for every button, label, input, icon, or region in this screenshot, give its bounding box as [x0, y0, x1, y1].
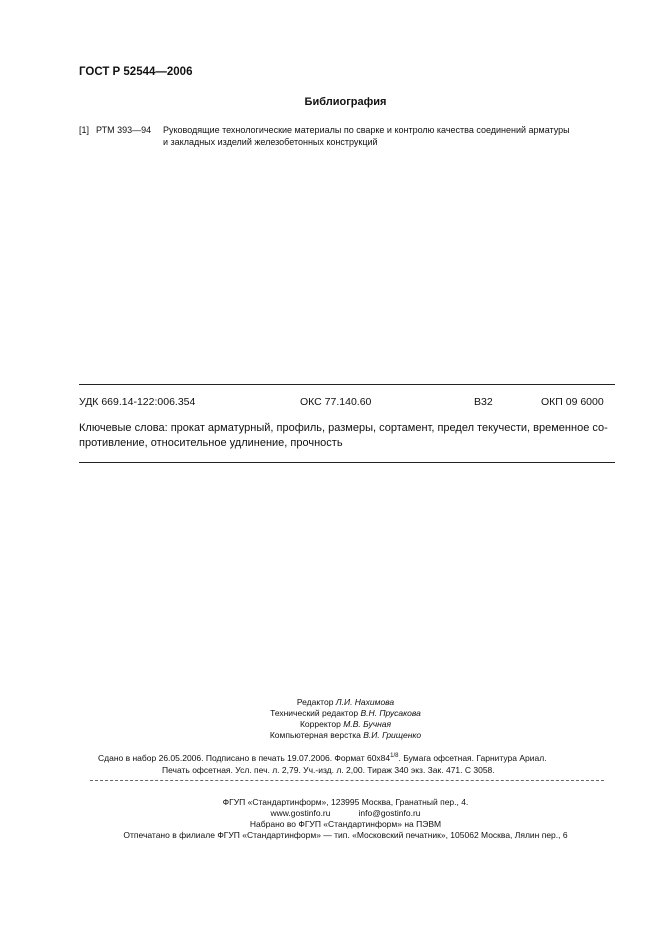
credit-role: Технический редактор: [270, 708, 359, 718]
keywords-line: Ключевые слова: прокат арматурный, профиль, размеры, сортамент, предел текучести, временное со-: [79, 422, 608, 434]
bibliography-title: Библиография: [304, 96, 387, 108]
credit-name: Л.И. Нахимова: [335, 697, 395, 707]
reference-title-line: Руководящие технологические материалы по сварке и контролю качества соединений арматуры: [163, 125, 570, 135]
reference-number: [1]: [79, 125, 90, 135]
printed-info: Отпечатано в филиале ФГУП «Стандартинформ» — тип. «Московский печатник», 105062 Москва, Лялин пер., 6: [123, 830, 568, 840]
okp-code: ОКП 09 6000: [541, 396, 604, 408]
print-details-text: Сдано в набор 26.05.2006. Подписано в печать 19.07.2006. Формат 60х84: [98, 753, 391, 763]
credit-name: М.В. Бучная: [343, 719, 392, 729]
reference-code: РТМ 393—94: [96, 125, 152, 135]
udk-code: УДК 669.14-122:006.354: [79, 396, 196, 408]
divider-line: [79, 462, 615, 463]
credit-technical-editor: [0, 708, 661, 718]
divider-line: [90, 780, 604, 781]
print-details-text: . Бумага офсетная. Гарнитура Ариал.: [398, 753, 547, 763]
publisher-contacts: [0, 808, 661, 818]
publisher-address: ФГУП «Стандартинформ», 123995 Москва, Гранатный пер., 4.: [222, 797, 469, 807]
website-link[interactable]: www.gostinfo.ru: [270, 808, 331, 818]
reference-title-line: и закладных изделий железобетонных конструкций: [163, 137, 378, 147]
group-code: В32: [474, 396, 493, 408]
format-fraction: 1/8: [390, 753, 399, 760]
credit-editor: [0, 697, 661, 707]
print-details-line: Печать офсетная. Усл. печ. л. 2,79. Уч.-изд. л. 2,00. Тираж 340 экз. Зак. 471. С 3058.: [162, 765, 495, 775]
credit-role: Компьютерная верстка: [269, 730, 361, 740]
print-details-line: [98, 753, 547, 763]
typeset-info: Набрано во ФГУП «Стандартинформ» на ПЭВМ: [249, 819, 442, 829]
credit-name: В.И. Грищенко: [363, 730, 422, 740]
credit-role: Корректор: [299, 719, 341, 729]
credit-name: В.Н. Прусакова: [360, 708, 421, 718]
divider-line: [79, 384, 615, 385]
credit-proofreader: [0, 719, 661, 729]
oks-code: ОКС 77.140.60: [300, 396, 372, 408]
email-link[interactable]: info@gostinfo.ru: [358, 808, 421, 818]
credit-layout: [0, 730, 661, 740]
credit-role: Редактор: [296, 697, 334, 707]
standard-number: ГОСТ Р 52544—2006: [79, 66, 193, 78]
keywords-line: противление, относительное удлинение, прочность: [79, 437, 343, 449]
